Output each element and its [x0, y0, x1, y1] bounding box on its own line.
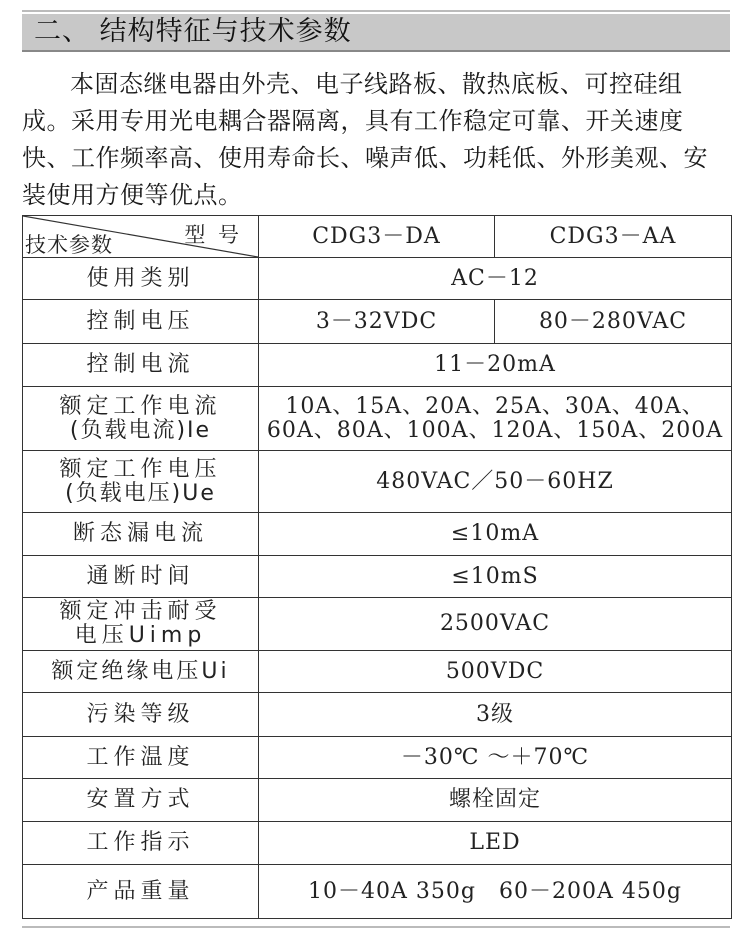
model-aa: CDG3－AA [495, 216, 732, 258]
corner-model-label: 型 号 [184, 223, 242, 247]
row-value: ≤10mA [259, 513, 732, 556]
row-label-line2: (负载电流)Ie [69, 417, 212, 443]
intro-paragraph: 本固态继电器由外壳、电子线路板、散热底板、可控硅组成。采用专用光电耦合器隔离，具有工作稳定可靠、开关速度快、工作频率高、使用寿命长、噪声低、功耗低、外形美观、安装使用方便等优点。 [22, 70, 708, 209]
row-label: 断态漏电流 [23, 513, 259, 556]
section-title: 二、 结构特征与技术参数 [34, 16, 352, 47]
table-row [23, 344, 732, 387]
table-row [23, 451, 732, 513]
top-divider [22, 10, 730, 12]
row-value: 10－40A 350g 60－200A 450g [259, 865, 732, 919]
row-value: LED [259, 822, 732, 865]
corner-param-label: 技术参数 [25, 233, 113, 257]
bottom-divider [22, 926, 730, 928]
row-value-aa: 80－280VAC [495, 300, 732, 344]
row-label: 控制电流 [23, 344, 259, 387]
row-label: 使用类别 [23, 258, 259, 300]
row-label-line2: 电压Uimp [74, 623, 207, 648]
table-row [23, 737, 732, 779]
table-row [23, 513, 732, 556]
table-row [23, 598, 732, 651]
model-da: CDG3－DA [259, 216, 495, 258]
row-label-line1: 额定工作电流 [59, 393, 222, 419]
row-value-line2: 60A、80A、100A、120A、150A、200A [266, 417, 724, 443]
row-value: 480VAC／50－60HZ [259, 451, 732, 513]
row-value-da: 3－32VDC [259, 300, 495, 344]
table-row [23, 300, 732, 344]
row-label [23, 387, 259, 451]
table-row [23, 822, 732, 865]
row-label-line1: 额定冲击耐受 [59, 599, 222, 624]
row-label-line1: 额定工作电压 [59, 456, 222, 482]
table-row [23, 779, 732, 822]
row-value: AC－12 [259, 258, 732, 300]
table-row [23, 651, 732, 693]
corner-cell [23, 216, 259, 258]
table-row [23, 387, 732, 451]
row-label: 安置方式 [23, 779, 259, 822]
row-label: 工作温度 [23, 737, 259, 779]
row-value: －30℃ ～＋70℃ [259, 737, 732, 779]
row-value: 500VDC [259, 651, 732, 693]
section-header [22, 14, 730, 52]
row-label: 通断时间 [23, 556, 259, 598]
table-row [23, 865, 732, 919]
table-row [23, 693, 732, 737]
table-row [23, 258, 732, 300]
row-value: ≤10mS [259, 556, 732, 598]
row-label: 污染等级 [23, 693, 259, 737]
row-value-line1: 10A、15A、20A、25A、30A、40A、 [285, 393, 705, 419]
row-value: 螺栓固定 [259, 779, 732, 822]
row-value: 3级 [259, 693, 732, 737]
row-label: 额定绝缘电压Ui [23, 651, 259, 693]
row-label [23, 598, 259, 651]
row-value [259, 387, 732, 451]
row-label: 控制电压 [23, 300, 259, 344]
table-row [23, 556, 732, 598]
spec-table [22, 215, 732, 919]
row-value: 2500VAC [259, 598, 732, 651]
row-label: 工作指示 [23, 822, 259, 865]
row-label: 产品重量 [23, 865, 259, 919]
row-value: 11－20mA [259, 344, 732, 387]
row-label [23, 451, 259, 513]
row-label-line2: (负载电压)Ue [65, 480, 216, 506]
table-header-row [23, 216, 732, 258]
